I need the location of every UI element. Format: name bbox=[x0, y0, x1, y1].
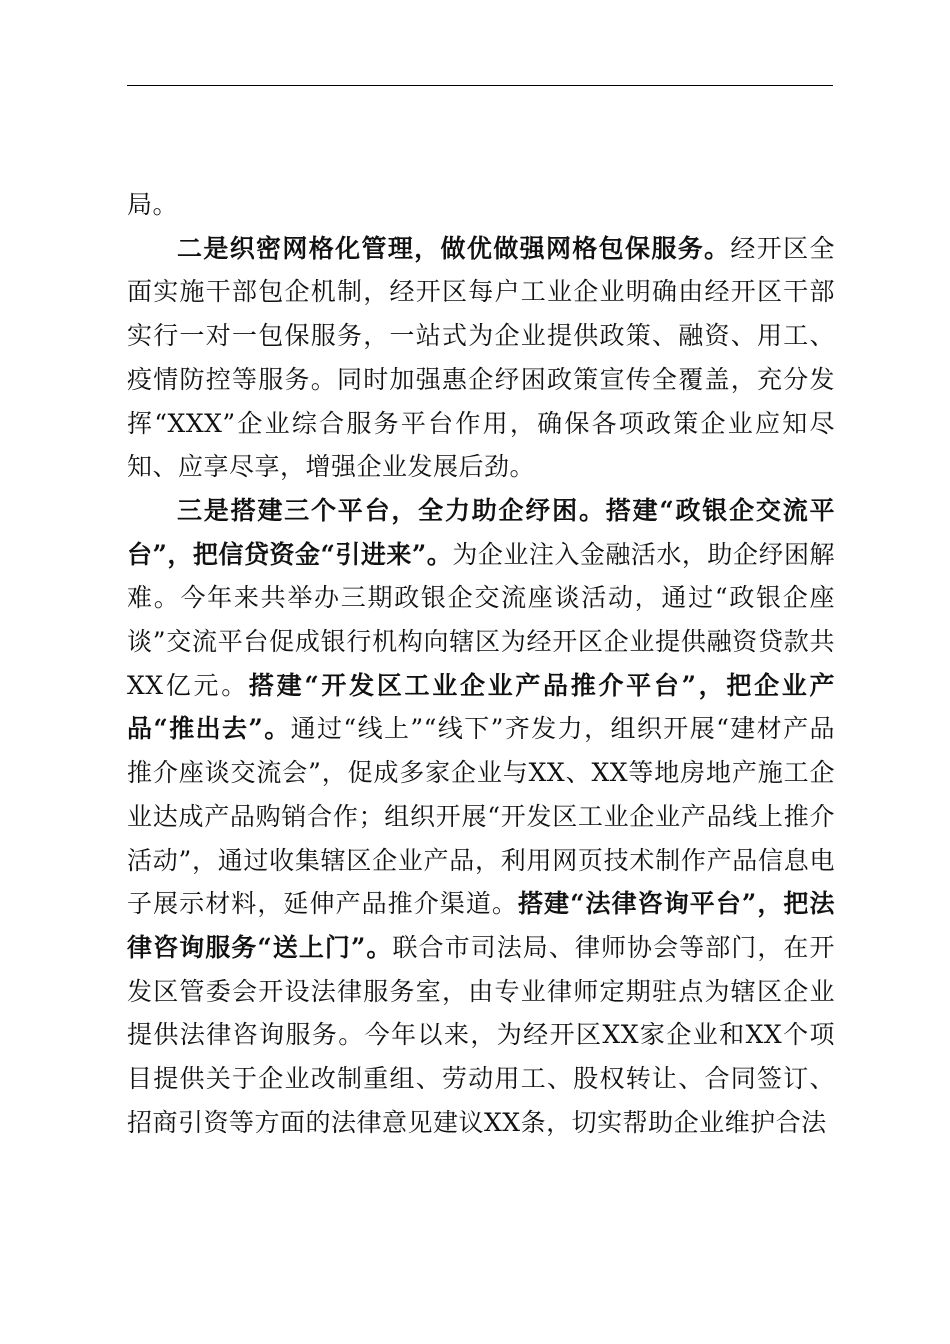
paragraph-three-platforms bbox=[127, 489, 835, 1145]
text-segment: 经开区全面实施干部包企机制，经开区每户工业企业明确由经开区干部实行一对一包保服务，一站式为企业提供政策、融资、用工、疫情防控等服务。同时加强惠企纾困政策宣传全覆盖，充分发挥“XXX”企业综合服务平台作用，确保各项政策企业应知尽知、应享尽享，增强企业发展后劲。 bbox=[127, 233, 835, 482]
header-rule bbox=[127, 85, 833, 86]
text-segment: 联合市司法局、律师协会等部门，在开发区管委会开设法律服务室，由专业律师定期驻点为辖区企业提供法律咨询服务。今年以来，为经开区XX家企业和XX个项目提供关于企业改制重组、劳动用工、股权转让、合同签订、招商引资等方面的法律意见建议XX条，切实帮助企业维护合法 bbox=[127, 932, 835, 1137]
document-body bbox=[127, 183, 835, 1144]
subheading-product-platform: 搭建“开发区工业企业产品推介平台”，把企业产品“推出去”。 bbox=[127, 670, 835, 744]
text-segment: 为企业注入金融活水，助企纾困解难。今年来共举办三期政银企交流座谈活动，通过“政银企座谈”交流平台促成银行机构向辖区为经开区企业提供融资贷款共XX亿元。 bbox=[127, 539, 835, 700]
paragraph-grid-management bbox=[127, 227, 835, 489]
paragraph-heading: 二是织密网格化管理，做优做强网格包保服务。 bbox=[177, 233, 731, 263]
paragraph-continuation bbox=[127, 183, 835, 227]
text-segment: 通过“线上”“线下”齐发力，组织开展“建材产品推介座谈交流会”，促成多家企业与XX、XX等地房地产施工企业达成产品购销合作；组织开展“开发区工业企业产品线上推介活动”，通过收集辖区企业产品，利用网页技术制作产品信息电子展示材料，延伸产品推介渠道。 bbox=[127, 714, 835, 919]
paragraph-heading: 三是搭建三个平台，全力助企纾困。搭建“政银企交流平台”，把信贷资金“引进来”。 bbox=[127, 495, 835, 569]
subheading-legal-platform: 搭建“法律咨询平台”，把法律咨询服务“送上门”。 bbox=[127, 889, 835, 962]
text-segment: 局。 bbox=[127, 190, 179, 219]
